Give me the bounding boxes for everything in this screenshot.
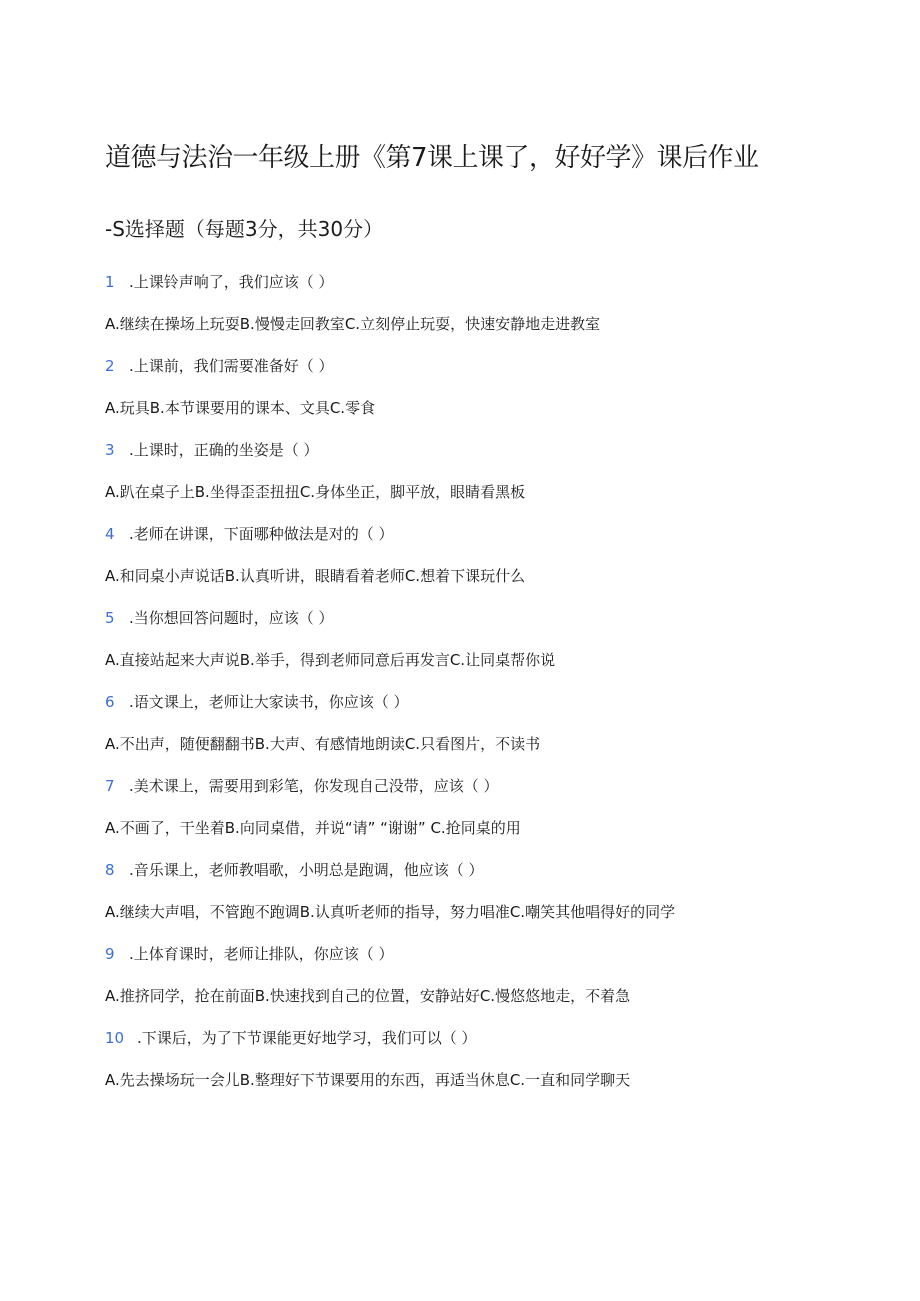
answer-options: A.不出声，随便翻翻书B.大声、有感情地朗读C.只看图片，不读书 [105,735,541,753]
section-heading: -S选择题（每题3分，共30分） [105,217,384,241]
answer-options: A.直接站起来大声说B.举手，得到老师同意后再发言C.让同桌帮你说 [105,651,556,669]
answer-options: A.推挤同学，抢在前面B.快速找到自己的位置，安静站好C.慢悠悠地走，不着急 [105,987,631,1005]
answer-options: A.趴在桌子上B.坐得歪歪扭扭C.身体坐正，脚平放，眼睛看黑板 [105,483,526,501]
answer-options: A.继续大声唱，不管跑不跑调B.认真听老师的指导，努力唱准C.嘲笑其他唱得好的同学 [105,903,676,921]
question-line [105,606,334,630]
question-text: .音乐课上，老师教唱歌，小明总是跑调，他应该（ ） [129,861,484,879]
question-text: .上课前，我们需要准备好（ ） [129,357,334,375]
question-number: 3 [105,441,115,459]
question-item [105,942,885,1026]
question-number: 10 [105,1029,125,1047]
answer-options: A.继续在操场上玩耍B.慢慢走回教室C.立刻停止玩耍，快速安静地走进教室 [105,315,601,333]
question-number: 4 [105,525,115,543]
question-list [105,270,885,1110]
question-number: 7 [105,777,115,795]
question-text: .上课时，正确的坐姿是（ ） [129,441,319,459]
question-number: 6 [105,693,115,711]
answer-options: A.先去操场玩一会儿B.整理好下节课要用的东西，再适当休息C.一直和同学聊天 [105,1071,631,1089]
question-line [105,1026,477,1050]
question-number: 2 [105,357,115,375]
question-number: 9 [105,945,115,963]
document-title: 道德与法治一年级上册《第7课上课了，好好学》课后作业 [105,143,759,173]
question-text: .下课后，为了下节课能更好地学习，我们可以（ ） [137,1029,477,1047]
question-line [105,438,319,462]
question-line [105,354,334,378]
question-text: .老师在讲课，下面哪种做法是对的（ ） [129,525,394,543]
question-line [105,942,394,966]
question-text: .当你想回答问题时，应该（ ） [129,609,334,627]
question-item [105,774,885,858]
question-item [105,858,885,942]
question-number: 8 [105,861,115,879]
question-text: .上课铃声响了，我们应该（ ） [129,273,334,291]
answer-options: A.和同桌小声说话B.认真听讲，眼睛看着老师C.想着下课玩什么 [105,567,526,585]
question-item [105,690,885,774]
question-item [105,270,885,354]
question-line [105,522,394,546]
answer-options: A.玩具B.本节课要用的课本、文具C.零食 [105,399,376,417]
question-text: .美术课上，需要用到彩笔，你发现自己没带，应该（ ） [129,777,499,795]
question-text: .上体育课时，老师让排队，你应该（ ） [129,945,394,963]
question-number: 5 [105,609,115,627]
question-line [105,774,499,798]
answer-options: A.不画了，干坐着B.向同桌借，并说“请” “谢谢” C.抢同桌的用 [105,819,521,837]
question-item [105,438,885,522]
question-item [105,606,885,690]
question-line [105,690,409,714]
question-text: .语文课上，老师让大家读书，你应该（ ） [129,693,409,711]
question-line [105,858,484,882]
question-item [105,354,885,438]
question-number: 1 [105,273,115,291]
question-item [105,1026,885,1110]
question-item [105,522,885,606]
question-line [105,270,334,294]
